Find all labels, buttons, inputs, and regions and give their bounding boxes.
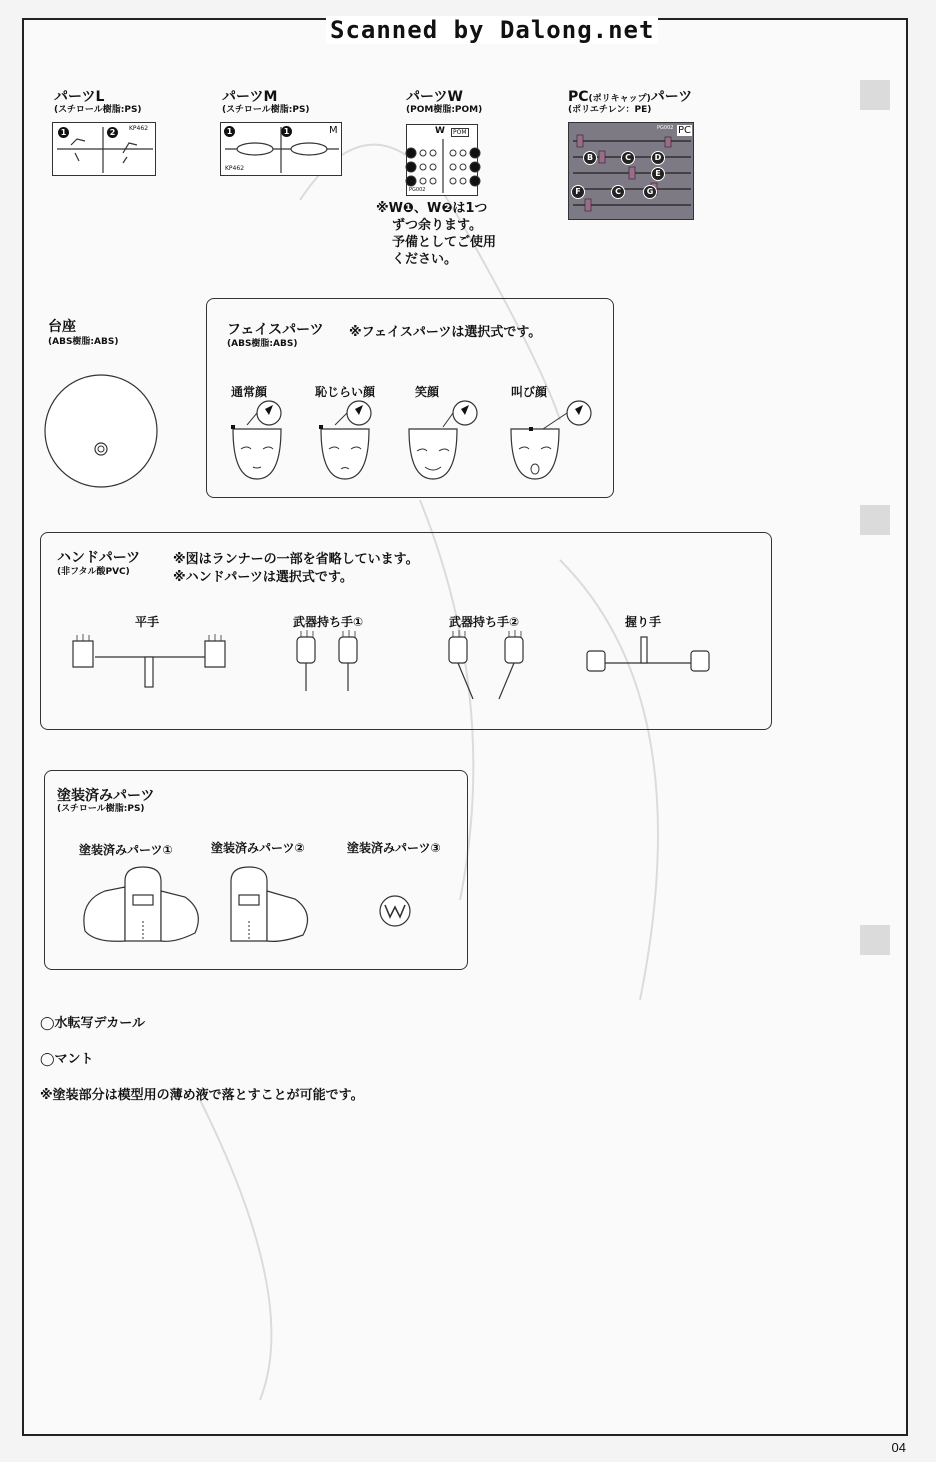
base-material: (ABS樹脂:ABS)	[48, 337, 119, 347]
face-parts-box	[206, 298, 614, 498]
parts-w-note	[376, 200, 496, 268]
paint-removal-note: ※塗装部分は模型用の薄め液で落とすことが可能です。	[40, 1088, 364, 1103]
base-title: 台座	[48, 319, 76, 335]
pc-part-letter: B	[583, 151, 597, 165]
hand-parts-title: ハンドパーツ	[57, 550, 141, 566]
hand-parts-box	[40, 532, 772, 730]
hand-label-weapon-2: 武器持ち手②	[449, 615, 520, 629]
face-parts-icons	[207, 299, 615, 499]
pc-part-letter: D	[651, 151, 665, 165]
hand-label-fist: 握り手	[625, 615, 662, 629]
painted-parts-title: 塗装済みパーツ	[57, 788, 155, 804]
painted-label-2: 塗装済みパーツ②	[211, 841, 305, 855]
painted-parts-icons	[45, 771, 469, 971]
parts-m-runner	[220, 122, 342, 176]
runner-letter: W	[435, 126, 445, 136]
pc-part-letter: C	[611, 185, 625, 199]
part-number: 1	[281, 126, 292, 137]
pc-part-letter: F	[571, 185, 585, 199]
parts-pc-title-main: PC	[568, 89, 589, 105]
note-line: ※W❶、W❷は1つ	[376, 201, 488, 216]
painted-parts-box	[44, 770, 468, 970]
runner-frame-icon	[407, 125, 479, 197]
hand-label-open: 平手	[135, 615, 160, 629]
face-parts-material: (ABS樹脂:ABS)	[227, 339, 298, 349]
parts-m-title: パーツM	[222, 89, 278, 105]
parts-l-title: パーツL	[54, 89, 105, 105]
face-label-smile: 笑顔	[415, 385, 440, 399]
runner-tag: KP462	[129, 125, 149, 132]
runner-code: PG002	[657, 125, 674, 131]
runner-frame-icon	[569, 123, 695, 221]
parts-l-runner	[52, 122, 156, 176]
runner-code: PG002	[409, 187, 426, 193]
pc-part-letter: E	[651, 167, 665, 181]
face-parts-note: ※フェイスパーツは選択式です。	[349, 325, 542, 340]
face-parts-title: フェイスパーツ	[227, 322, 324, 338]
hand-parts-icons	[41, 533, 773, 731]
runner-tag: POM	[453, 129, 467, 136]
parts-pc-title-end: パーツ	[650, 89, 693, 105]
parts-m-material: (スチロール樹脂:PS)	[222, 105, 310, 115]
face-label-shout: 叫び顔	[511, 385, 548, 399]
hand-parts-note-1: ※図はランナーの一部を省略しています。	[173, 552, 419, 567]
note-line: ずつ余ります。	[392, 218, 482, 233]
cape-item: ◯マント	[40, 1052, 94, 1067]
face-label-embarrassed: 恥じらい顔	[315, 385, 376, 399]
parts-l-material: (スチロール樹脂:PS)	[54, 105, 142, 115]
hand-parts-material: (非フタル酸PVC)	[57, 567, 130, 577]
part-number: 1	[224, 126, 235, 137]
parts-w-material: (POM樹脂:POM)	[406, 105, 483, 115]
hand-label-weapon-1: 武器持ち手①	[293, 615, 364, 629]
parts-pc-runner	[568, 122, 694, 220]
runner-frame-icon	[221, 123, 343, 177]
painted-parts-material: (スチロール樹脂:PS)	[57, 804, 145, 814]
pc-part-letter: G	[643, 185, 657, 199]
runner-tag: PC	[678, 125, 692, 136]
page-number: 04	[891, 1440, 906, 1455]
note-line: ください。	[392, 252, 458, 267]
hand-parts-note-2: ※ハンドパーツは選択式です。	[173, 570, 353, 585]
part-number: 1	[58, 127, 69, 138]
runner-tag: KP462	[225, 165, 245, 172]
base-disc-icon	[44, 374, 164, 494]
face-label-normal: 通常顔	[231, 385, 268, 399]
painted-label-1: 塗装済みパーツ①	[79, 843, 173, 857]
runner-frame-icon	[53, 123, 157, 177]
note-line: 予備としてご使用	[392, 235, 497, 250]
parts-pc-title-small: (ポリキャップ)	[588, 94, 651, 104]
parts-w-title: パーツW	[406, 89, 463, 105]
watermark-text: Scanned by Dalong.net	[326, 16, 658, 44]
parts-w-runner	[406, 124, 478, 196]
pc-part-letter: C	[621, 151, 635, 165]
decal-item: ◯水転写デカール	[40, 1016, 146, 1031]
painted-label-3: 塗装済みパーツ③	[347, 841, 441, 855]
part-number: 2	[107, 127, 118, 138]
runner-letter: M	[329, 125, 338, 136]
parts-pc-material: (ポリエチレン：PE)	[568, 105, 652, 115]
